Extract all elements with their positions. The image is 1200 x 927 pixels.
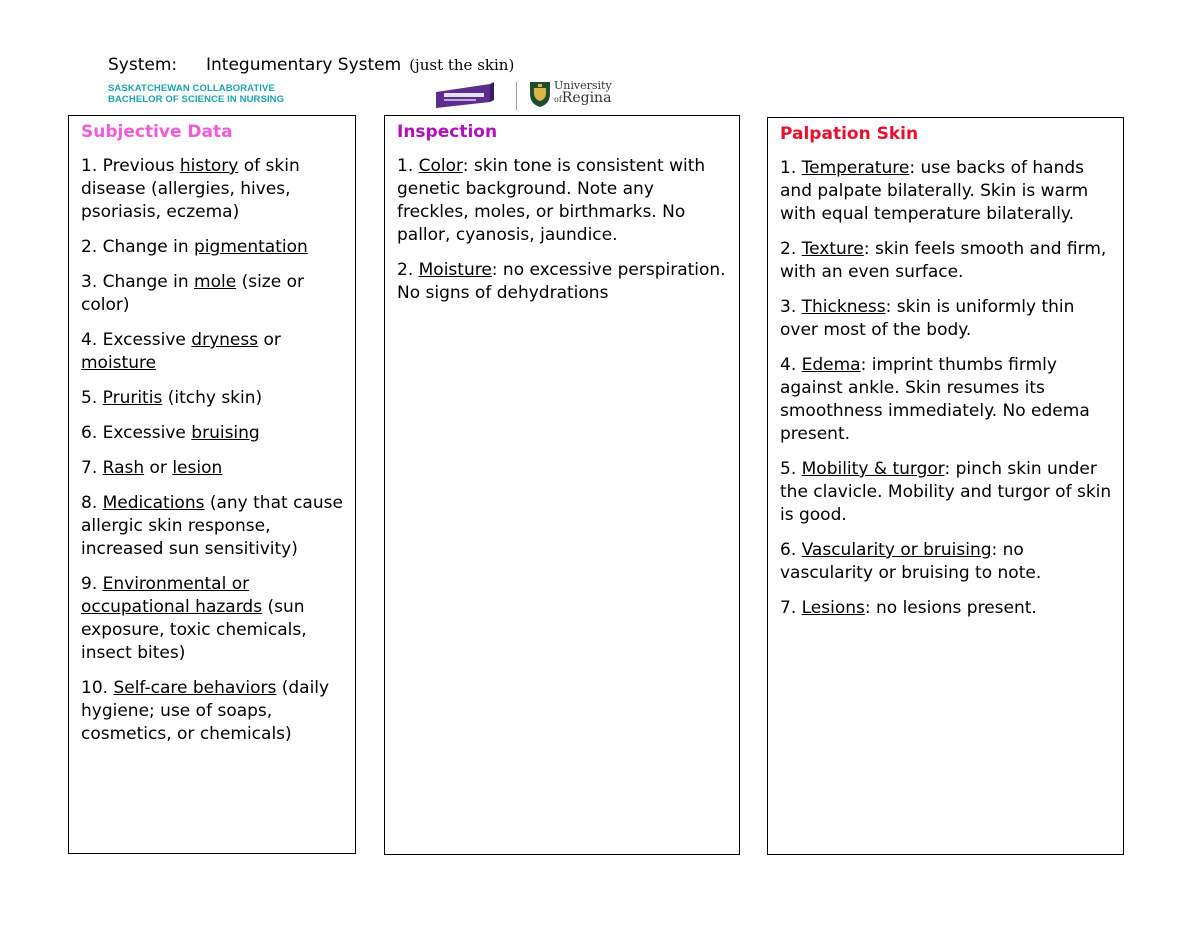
item-keyword: Medications bbox=[102, 493, 205, 513]
item-description: : no vascularity or bruising to note. bbox=[780, 540, 1042, 583]
item-description: : skin feels smooth and firm, with an even surface. bbox=[780, 239, 1107, 282]
item-prefix: 3. bbox=[780, 297, 802, 317]
item-description: (size or color) bbox=[81, 272, 304, 315]
item-keyword: lesion bbox=[172, 458, 223, 478]
item-prefix: 4. bbox=[780, 355, 802, 375]
item-prefix: 10. bbox=[81, 678, 114, 698]
item-keyword: Temperature bbox=[801, 158, 910, 178]
university-of-regina-crest-icon bbox=[528, 80, 552, 108]
item-prefix: 1. Previous bbox=[81, 156, 180, 176]
item-description: : use backs of hands and palpate bilaterally. Skin is warm with equal temperature bilaterally. bbox=[780, 158, 1089, 224]
item-prefix: 6. bbox=[780, 540, 802, 560]
list-item bbox=[81, 573, 345, 665]
list-item bbox=[81, 329, 345, 375]
item-prefix: 1. bbox=[397, 156, 419, 176]
list-item bbox=[780, 539, 1113, 585]
university-of-regina-wordmark: University ofRegina bbox=[554, 79, 612, 106]
inspection-box bbox=[384, 115, 740, 855]
item-prefix: 9. bbox=[81, 574, 103, 594]
item-keyword: Pruritis bbox=[102, 388, 163, 408]
item-prefix: 5. bbox=[81, 388, 103, 408]
item-description: : pinch skin under the clavicle. Mobility and turgor of skin is good. bbox=[780, 459, 1112, 525]
list-item bbox=[81, 492, 345, 561]
item-description: (sun exposure, toxic chemicals, insect bites) bbox=[81, 597, 307, 663]
item-keyword: Vascularity or bruising bbox=[801, 540, 992, 560]
list-item bbox=[81, 422, 345, 445]
item-keyword: Color bbox=[418, 156, 463, 176]
program-line-2: BACHELOR OF SCIENCE IN NURSING bbox=[108, 94, 285, 105]
list-item bbox=[780, 238, 1113, 284]
system-label: System: bbox=[108, 55, 178, 75]
item-description: (any that cause allergic skin response, increased sun sensitivity) bbox=[81, 493, 343, 559]
list-item bbox=[780, 458, 1113, 527]
list-item bbox=[780, 296, 1113, 342]
program-line-1: SASKATCHEWAN COLLABORATIVE bbox=[108, 83, 275, 94]
palpation-list bbox=[780, 157, 1113, 620]
item-keyword: dryness bbox=[191, 330, 259, 350]
item-prefix: 6. Excessive bbox=[81, 423, 192, 443]
list-item bbox=[780, 157, 1113, 226]
list-item bbox=[81, 677, 345, 746]
item-description: : no lesions present. bbox=[864, 598, 1037, 618]
item-description: of skin disease (allergies, hives, psoriasis, eczema) bbox=[81, 156, 300, 222]
item-prefix: 3. Change in bbox=[81, 272, 195, 292]
item-description: (daily hygiene; use of soaps, cosmetics, or chemicals) bbox=[81, 678, 330, 744]
item-keyword: Moisture bbox=[418, 260, 492, 280]
item-description: (itchy skin) bbox=[162, 388, 263, 408]
list-item bbox=[81, 387, 345, 410]
item-connector: or bbox=[258, 330, 281, 350]
item-keyword: pigmentation bbox=[194, 237, 308, 257]
system-header bbox=[108, 55, 514, 75]
list-item bbox=[780, 597, 1113, 620]
item-prefix: 4. Excessive bbox=[81, 330, 192, 350]
item-keyword: Edema bbox=[801, 355, 861, 375]
item-prefix: 1. bbox=[780, 158, 802, 178]
inspection-title: Inspection bbox=[397, 122, 498, 142]
item-prefix: 7. bbox=[81, 458, 103, 478]
list-item bbox=[81, 236, 345, 259]
item-keyword: Self-care behaviors bbox=[113, 678, 277, 698]
program-name bbox=[108, 83, 284, 105]
subjective-data-box bbox=[68, 115, 356, 854]
list-item bbox=[81, 271, 345, 317]
item-keyword: mole bbox=[194, 272, 237, 292]
list-item bbox=[81, 155, 345, 224]
list-item bbox=[397, 259, 729, 305]
saskatchewan-polytechnic-logo bbox=[436, 80, 512, 110]
item-prefix: 5. bbox=[780, 459, 802, 479]
item-prefix: 2. bbox=[397, 260, 419, 280]
item-prefix: 2. Change in bbox=[81, 237, 195, 257]
subjective-list bbox=[81, 155, 345, 746]
item-keyword: moisture bbox=[81, 353, 157, 373]
item-description: : skin is uniformly thin over most of the body. bbox=[780, 297, 1075, 340]
palpation-skin-box bbox=[767, 117, 1124, 855]
item-prefix: 7. bbox=[780, 598, 802, 618]
inspection-list bbox=[397, 155, 729, 305]
item-keyword: Lesions bbox=[801, 598, 865, 618]
subjective-data-title: Subjective Data bbox=[81, 122, 233, 142]
item-keyword: Environmental or occupational hazards bbox=[81, 574, 263, 617]
list-item bbox=[397, 155, 729, 247]
item-keyword: bruising bbox=[191, 423, 260, 443]
item-keyword: history bbox=[179, 156, 239, 176]
item-description: : imprint thumbs firmly against ankle. Skin resumes its smoothness immediately. No edema present. bbox=[780, 355, 1090, 444]
item-keyword: Rash bbox=[102, 458, 145, 478]
item-description: : no excessive perspiration. No signs of dehydrations bbox=[397, 260, 726, 303]
item-prefix: 8. bbox=[81, 493, 103, 513]
item-prefix: 2. bbox=[780, 239, 802, 259]
item-connector: or bbox=[144, 458, 173, 478]
logo-divider bbox=[516, 82, 517, 110]
list-item bbox=[81, 457, 345, 480]
list-item bbox=[780, 354, 1113, 446]
system-name: Integumentary System bbox=[206, 55, 402, 75]
institution-logos bbox=[432, 76, 632, 112]
item-keyword: Thickness bbox=[801, 297, 886, 317]
item-keyword: Mobility & turgor bbox=[801, 459, 945, 479]
palpation-skin-title: Palpation Skin bbox=[780, 124, 919, 144]
item-description: : skin tone is consistent with genetic background. Note any freckles, moles, or birthmarks. No pallor, cyanosis, jaundice. bbox=[397, 156, 706, 245]
system-note: (just the skin) bbox=[409, 56, 515, 74]
item-keyword: Texture bbox=[801, 239, 864, 259]
